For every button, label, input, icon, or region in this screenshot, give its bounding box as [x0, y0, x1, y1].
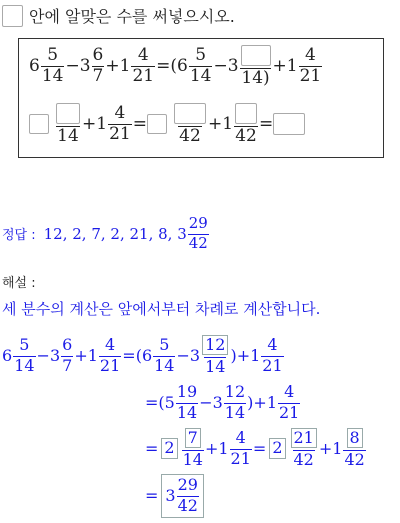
explanation-line-1 [2, 335, 285, 376]
explanation-label: 해설 : [2, 276, 36, 291]
filled-answer-result [161, 474, 204, 518]
filled-answer: 21 [291, 428, 317, 448]
minus-sign: − [36, 346, 50, 366]
fraction: $\frac{4}{21}$ [279, 382, 300, 422]
explanation-line-3 [145, 428, 367, 469]
explanation-text: 세 분수의 계산은 앞에서부터 차례로 계산합니다. [2, 300, 321, 318]
whole-number: 3 [165, 485, 176, 505]
fraction-filled-blank: $\frac{8}{42}$ [344, 428, 365, 470]
whole-number: 6 [141, 346, 153, 366]
whole-number: 3 [189, 346, 201, 366]
equals-sign: = [145, 439, 159, 459]
filled-answer: 2 [269, 438, 285, 458]
fraction-filled-blank: $\frac{7}{14}$ [182, 428, 203, 470]
answer-values: 12, 2, 7, 2, 21, 8, 3 [43, 224, 187, 243]
fraction: $\frac{4}{21}$ [109, 102, 131, 145]
equals-sign: = [252, 439, 267, 459]
equals-sign: = [145, 393, 159, 413]
filled-answer: 8 [347, 428, 363, 448]
open-paren: ( [135, 346, 142, 366]
fraction: $\frac{4}{21}$ [299, 44, 322, 87]
plus-sign: + [272, 56, 287, 77]
plus-sign: + [74, 346, 88, 366]
plus-sign: + [253, 393, 267, 413]
whole-number: 1 [119, 56, 131, 77]
fraction: $\frac{5}{14}$ [14, 334, 35, 375]
fraction: $\frac{6}{7}$ [62, 334, 73, 375]
minus-sign: − [213, 56, 228, 77]
plus-sign: + [204, 439, 219, 459]
whole-number: 1 [286, 56, 298, 77]
plus-sign: + [105, 56, 120, 77]
blank-box-icon [2, 5, 23, 27]
fraction-with-blank: 42 [173, 103, 207, 146]
whole-number: 1 [266, 393, 277, 413]
equals-sign: = [145, 486, 159, 506]
minus-sign: − [176, 346, 190, 366]
plus-sign: + [236, 346, 251, 366]
whole-number: 1 [250, 346, 261, 366]
fraction-with-blank: 14) [240, 45, 272, 88]
answer-blank[interactable] [235, 103, 257, 124]
fraction-filled-blank: $\frac{21}{42}$ [290, 428, 318, 469]
whole-number: 1 [332, 439, 343, 459]
fraction: $\frac{4}{21}$ [132, 44, 155, 87]
whole-number: 6 [2, 346, 13, 366]
fraction-with-blank: 42 [234, 103, 258, 146]
open-paren: ( [158, 393, 165, 413]
whole-number: 5 [164, 393, 175, 413]
fraction-filled-blank: $\frac{12}{14}$ [201, 335, 229, 376]
close-paren: ) [230, 346, 237, 366]
explanation-line-4 [145, 474, 204, 518]
minus-sign: − [65, 56, 80, 77]
filled-answer: 12 [202, 335, 228, 355]
fraction: $\frac{5}{14}$ [189, 44, 212, 87]
equals-sign: = [122, 346, 136, 366]
answer-blank[interactable] [273, 113, 305, 135]
whole-number: 1 [96, 114, 108, 135]
plus-sign: + [207, 114, 223, 135]
whole-number: 3 [227, 56, 239, 77]
explanation-line-2 [145, 384, 301, 422]
plus-sign: + [318, 439, 333, 459]
whole-number: 6 [176, 56, 188, 77]
whole-number: 1 [87, 346, 98, 366]
answer-blank[interactable] [241, 45, 271, 66]
answer-row [2, 216, 210, 252]
close-paren: ) [247, 393, 254, 413]
whole-number: 3 [49, 346, 61, 366]
fraction: $\frac{6}{7}$ [92, 44, 104, 87]
whole-number: 1 [222, 114, 234, 135]
open-paren: ( [170, 56, 177, 77]
fraction: $\frac{4}{21}$ [99, 334, 121, 375]
question-instruction: 안에 알맞은 수를 써넣으시오. [29, 7, 235, 26]
fraction: $\frac{4}{21}$ [262, 334, 283, 375]
equals-sign: = [156, 56, 171, 77]
answer-blank[interactable] [29, 114, 49, 134]
equals-sign: = [132, 114, 147, 135]
filled-answer: 2 [161, 438, 177, 458]
minus-sign: − [199, 393, 213, 413]
question-header [2, 4, 235, 27]
fraction: $\frac{4}{21}$ [230, 427, 251, 468]
equals-sign: = [259, 114, 274, 135]
fraction-with-blank: 14 [55, 103, 81, 146]
fraction: $\frac{12}{14}$ [224, 382, 246, 422]
answer-blank[interactable] [174, 103, 206, 124]
fraction: $\frac{5}{14}$ [41, 44, 64, 87]
whole-number: 3 [212, 393, 223, 413]
whole-number: 3 [79, 56, 91, 77]
whole-number: 6 [29, 56, 40, 77]
answer-final-fraction: $\frac{29}{42}$ [188, 214, 208, 252]
whole-number: 1 [218, 439, 229, 459]
plus-sign: + [82, 114, 97, 135]
filled-answer: 7 [185, 428, 201, 448]
fraction: $\frac{29}{42}$ [177, 475, 198, 515]
question-line-1 [29, 45, 323, 88]
answer-blank[interactable] [56, 103, 80, 124]
fraction: $\frac{5}{14}$ [154, 334, 175, 375]
answer-blank[interactable] [147, 114, 167, 134]
question-line-2 [29, 103, 305, 146]
fraction: $\frac{19}{14}$ [176, 382, 198, 422]
question-box [18, 38, 384, 158]
answer-label: 정답 : [2, 228, 36, 244]
